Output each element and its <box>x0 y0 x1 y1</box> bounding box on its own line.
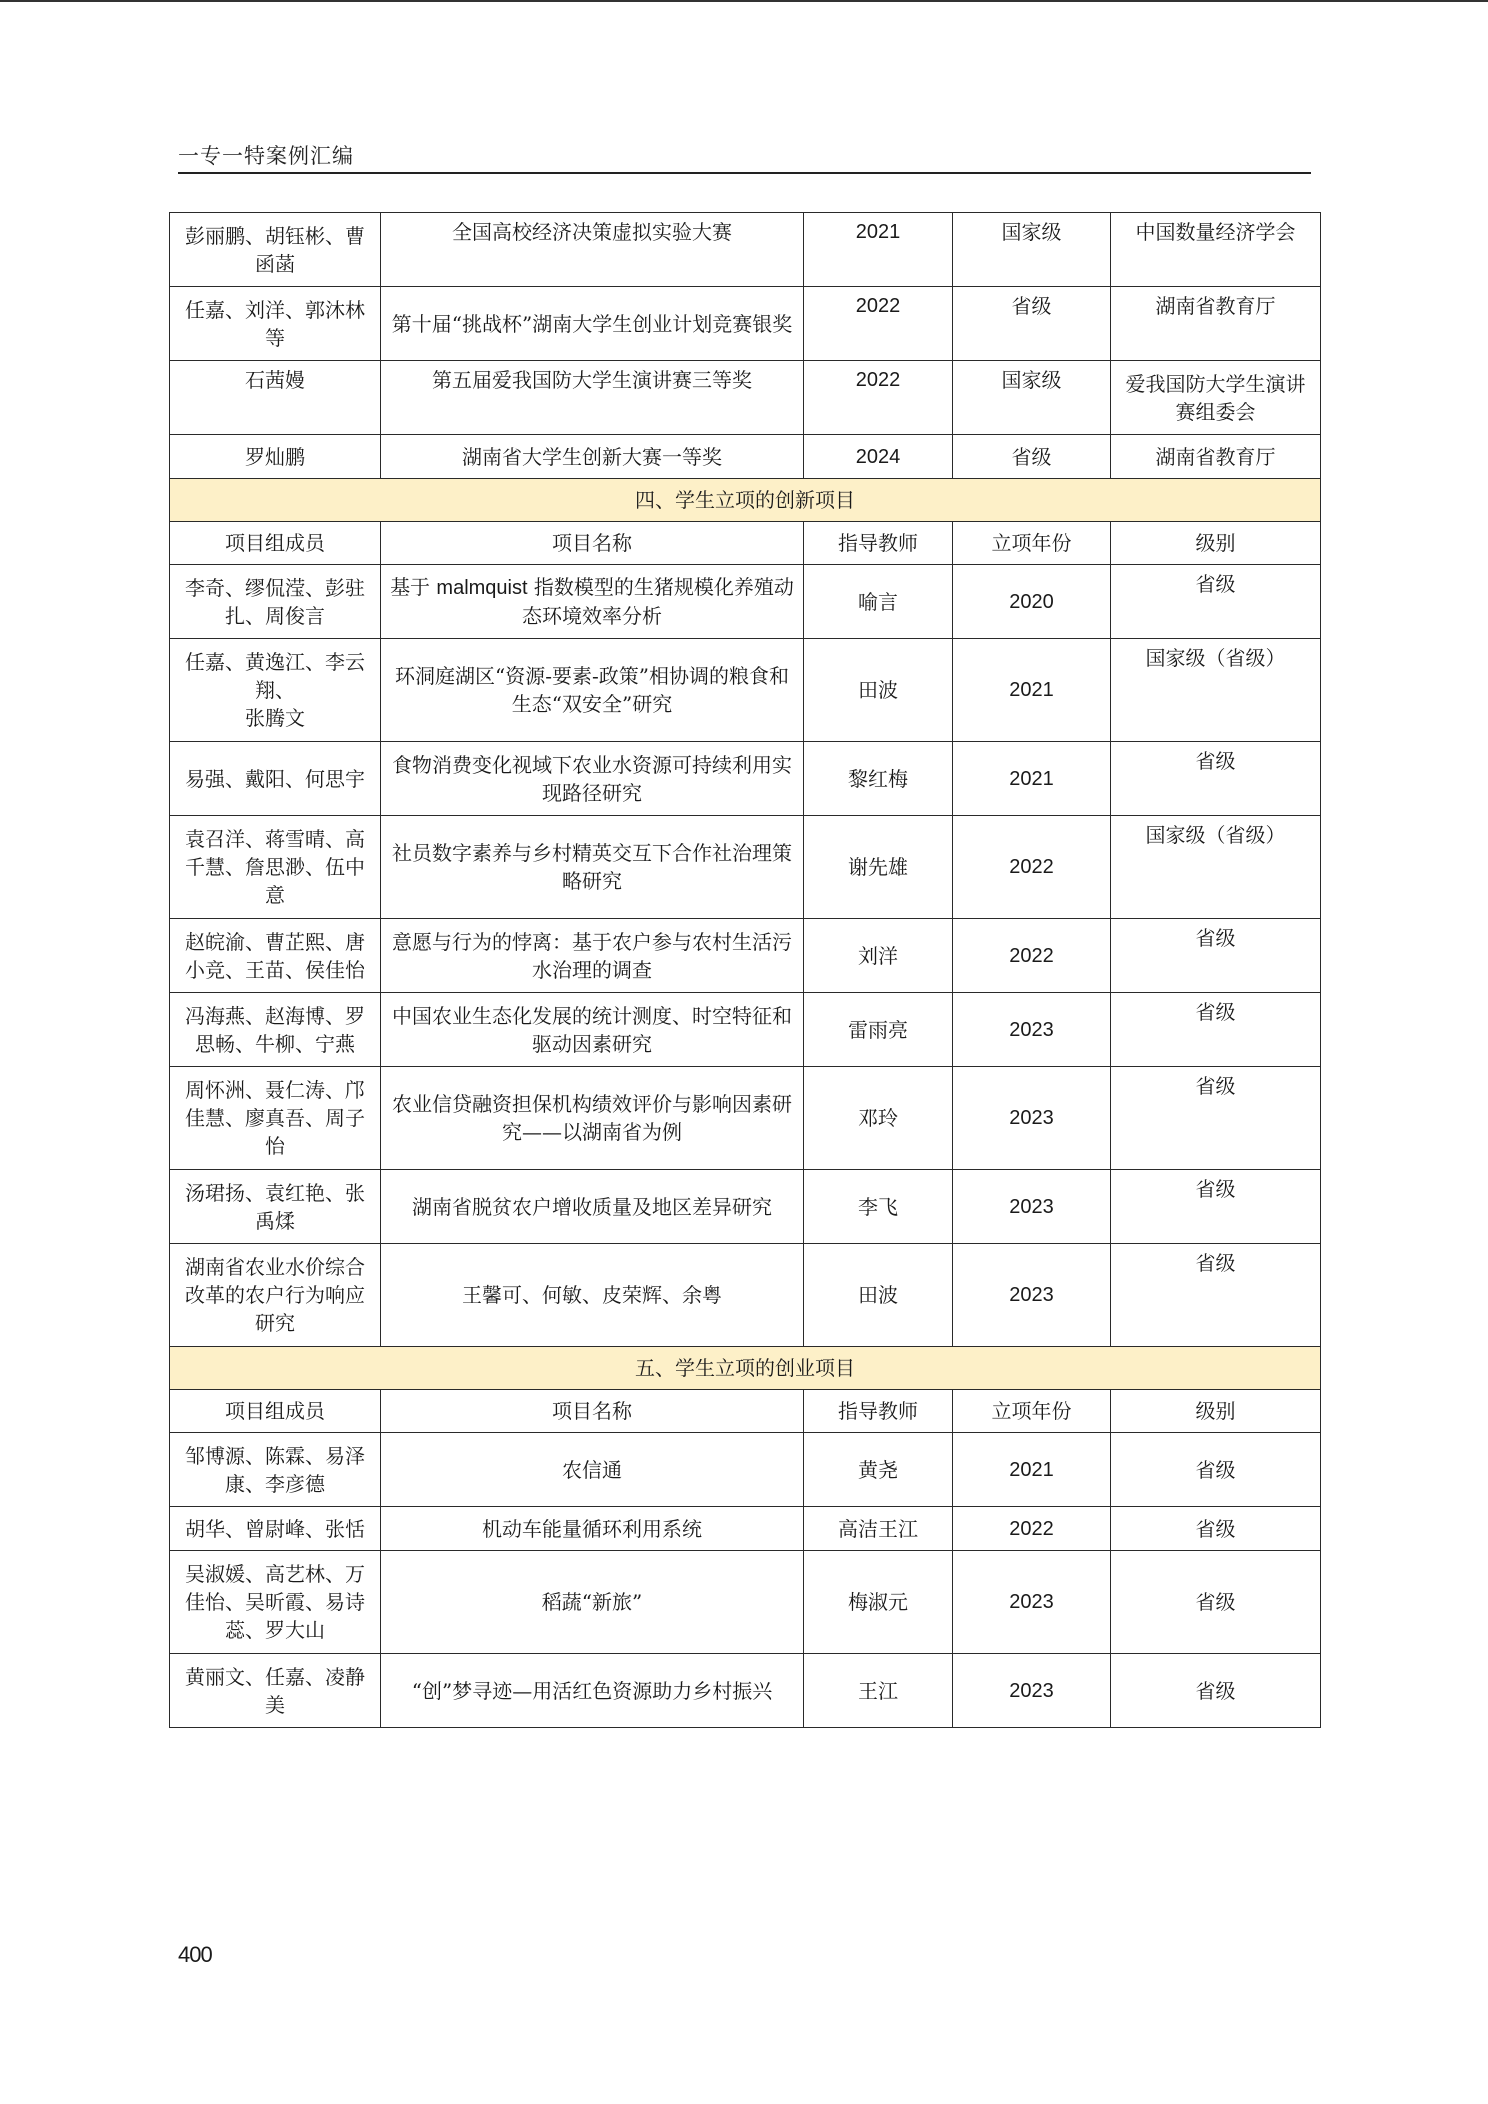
project-name-part: 基于 <box>390 575 437 599</box>
project-year: 2023 <box>953 1654 1111 1728</box>
project-level: 省级 <box>1111 1244 1321 1347</box>
project-year: 2023 <box>953 1244 1111 1347</box>
project-level: 省级 <box>1111 919 1321 993</box>
project-level: 省级 <box>1111 1067 1321 1170</box>
project-members: 胡华、曾尉峰、张恬 <box>170 1507 381 1551</box>
project-year: 2020 <box>953 565 1111 639</box>
project-members: 冯海燕、赵海博、罗思畅、牛柳、宁燕 <box>170 993 381 1067</box>
project-name: 环洞庭湖区“资源-要素-政策”相协调的粮食和生态“双安全”研究 <box>381 639 804 742</box>
table-row <box>170 213 1321 287</box>
project-level: 省级 <box>1111 1654 1321 1728</box>
project-advisor: 田波 <box>804 639 953 742</box>
project-name: 机动车能量循环利用系统 <box>381 1507 804 1551</box>
column-header: 级别 <box>1111 1390 1321 1433</box>
table-row <box>170 816 1321 919</box>
table-row <box>170 1654 1321 1728</box>
award-name: 第五届爱我国防大学生演讲赛三等奖 <box>381 361 804 435</box>
project-year: 2023 <box>953 993 1111 1067</box>
project-members: 吴淑媛、高艺林、万佳怡、吴昕霞、易诗蕊、罗大山 <box>170 1551 381 1654</box>
project-year: 2021 <box>953 639 1111 742</box>
column-header: 立项年份 <box>953 1390 1111 1433</box>
table-row <box>170 565 1321 639</box>
projects-table <box>169 212 1321 1728</box>
award-members: 彭丽鹏、胡钰彬、曹函菡 <box>170 213 381 287</box>
column-header: 项目组成员 <box>170 1390 381 1433</box>
project-level: 国家级（省级） <box>1111 816 1321 919</box>
table-row <box>170 1551 1321 1654</box>
section-title-startup: 五、学生立项的创业项目 <box>170 1347 1321 1390</box>
header-rule <box>178 172 1311 174</box>
award-level: 国家级 <box>953 213 1111 287</box>
project-members: 邹博源、陈霖、易泽康、李彦德 <box>170 1433 381 1507</box>
project-name: “创”梦寻迹—用活红色资源助力乡村振兴 <box>381 1654 804 1728</box>
project-level: 国家级（省级） <box>1111 639 1321 742</box>
award-name: 第十届“挑战杯”湖南大学生创业计划竞赛银奖 <box>381 287 804 361</box>
project-advisor: 梅淑元 <box>804 1551 953 1654</box>
project-name-latin: malmquist <box>436 577 528 599</box>
project-name: 农信通 <box>381 1433 804 1507</box>
section-heading-row <box>170 479 1321 522</box>
project-year: 2022 <box>953 919 1111 993</box>
project-year: 2021 <box>953 742 1111 816</box>
project-year: 2021 <box>953 1433 1111 1507</box>
running-head: 一专一特案例汇编 <box>178 144 354 168</box>
award-name: 全国高校经济决策虚拟实验大赛 <box>381 213 804 287</box>
project-advisor: 刘洋 <box>804 919 953 993</box>
project-members: 李奇、缪侃滢、彭驻扎、周俊言 <box>170 565 381 639</box>
project-name: 湖南省脱贫农户增收质量及地区差异研究 <box>381 1170 804 1244</box>
column-header: 指导教师 <box>804 522 953 565</box>
table-row <box>170 287 1321 361</box>
column-header: 项目名称 <box>381 1390 804 1433</box>
project-members: 黄丽文、任嘉、凌静美 <box>170 1654 381 1728</box>
project-name <box>381 565 804 639</box>
page-number: 400 <box>178 1942 212 1967</box>
project-year: 2022 <box>953 816 1111 919</box>
project-advisor: 田波 <box>804 1244 953 1347</box>
project-advisor: 李飞 <box>804 1170 953 1244</box>
award-year: 2021 <box>804 213 953 287</box>
project-name: 中国农业生态化发展的统计测度、时空特征和驱动因素研究 <box>381 993 804 1067</box>
project-name: 王馨可、何敏、皮荣辉、余粤 <box>381 1244 804 1347</box>
column-header: 级别 <box>1111 522 1321 565</box>
project-members: 易强、戴阳、何思宇 <box>170 742 381 816</box>
project-advisor: 王江 <box>804 1654 953 1728</box>
award-level: 省级 <box>953 435 1111 479</box>
project-advisor: 黄尧 <box>804 1433 953 1507</box>
award-name: 湖南省大学生创新大赛一等奖 <box>381 435 804 479</box>
award-organizer: 湖南省教育厅 <box>1111 435 1321 479</box>
project-name: 社员数字素养与乡村精英交互下合作社治理策略研究 <box>381 816 804 919</box>
project-name: 稻蔬“新旅” <box>381 1551 804 1654</box>
award-organizer: 湖南省教育厅 <box>1111 287 1321 361</box>
project-year: 2022 <box>953 1507 1111 1551</box>
table-row <box>170 435 1321 479</box>
table-row <box>170 1433 1321 1507</box>
project-level: 省级 <box>1111 1507 1321 1551</box>
project-members: 任嘉、黄逸江、李云翔、 张腾文 <box>170 639 381 742</box>
column-header-row <box>170 1390 1321 1433</box>
project-name: 食物消费变化视域下农业水资源可持续利用实现路径研究 <box>381 742 804 816</box>
project-advisor: 雷雨亮 <box>804 993 953 1067</box>
project-advisor: 邓玲 <box>804 1067 953 1170</box>
award-members: 任嘉、刘洋、郭沐林等 <box>170 287 381 361</box>
table-row <box>170 639 1321 742</box>
column-header: 立项年份 <box>953 522 1111 565</box>
table-row <box>170 1507 1321 1551</box>
award-members: 石茜嫚 <box>170 361 381 435</box>
project-name-part: 指数模型的生猪规模化养殖动态环境效率分析 <box>522 575 794 628</box>
top-border-line <box>0 0 1488 2</box>
table-row <box>170 1244 1321 1347</box>
award-organizer: 中国数量经济学会 <box>1111 213 1321 287</box>
award-organizer: 爱我国防大学生演讲赛组委会 <box>1111 361 1321 435</box>
table-row <box>170 1170 1321 1244</box>
table-row <box>170 993 1321 1067</box>
column-header: 指导教师 <box>804 1390 953 1433</box>
project-members: 周怀洲、聂仁涛、邝佳慧、廖真吾、周子怡 <box>170 1067 381 1170</box>
project-members: 赵皖渝、曹芷熙、唐小竞、王苗、侯佳怡 <box>170 919 381 993</box>
table-row <box>170 361 1321 435</box>
project-name: 意愿与行为的悖离：基于农户参与农村生活污水治理的调查 <box>381 919 804 993</box>
project-level: 省级 <box>1111 1551 1321 1654</box>
section-title-innovation: 四、学生立项的创新项目 <box>170 479 1321 522</box>
project-advisor: 喻言 <box>804 565 953 639</box>
award-members: 罗灿鹏 <box>170 435 381 479</box>
project-advisor: 高洁王江 <box>804 1507 953 1551</box>
project-level: 省级 <box>1111 565 1321 639</box>
award-level: 国家级 <box>953 361 1111 435</box>
project-advisor: 谢先雄 <box>804 816 953 919</box>
column-header-row <box>170 522 1321 565</box>
project-level: 省级 <box>1111 1433 1321 1507</box>
table-row <box>170 919 1321 993</box>
award-year: 2022 <box>804 361 953 435</box>
award-year: 2022 <box>804 287 953 361</box>
column-header: 项目组成员 <box>170 522 381 565</box>
project-level: 省级 <box>1111 993 1321 1067</box>
section-heading-row <box>170 1347 1321 1390</box>
project-name: 农业信贷融资担保机构绩效评价与影响因素研究——以湖南省为例 <box>381 1067 804 1170</box>
project-members: 袁召洋、蒋雪晴、高千慧、詹思渺、伍中意 <box>170 816 381 919</box>
award-year: 2024 <box>804 435 953 479</box>
column-header: 项目名称 <box>381 522 804 565</box>
award-level: 省级 <box>953 287 1111 361</box>
project-year: 2023 <box>953 1170 1111 1244</box>
table-row <box>170 1067 1321 1170</box>
project-members: 湖南省农业水价综合改革的农户行为响应研究 <box>170 1244 381 1347</box>
project-level: 省级 <box>1111 742 1321 816</box>
project-year: 2023 <box>953 1551 1111 1654</box>
project-advisor: 黎红梅 <box>804 742 953 816</box>
project-members: 汤珺扬、袁红艳、张禹煣 <box>170 1170 381 1244</box>
project-year: 2023 <box>953 1067 1111 1170</box>
table-row <box>170 742 1321 816</box>
project-level: 省级 <box>1111 1170 1321 1244</box>
